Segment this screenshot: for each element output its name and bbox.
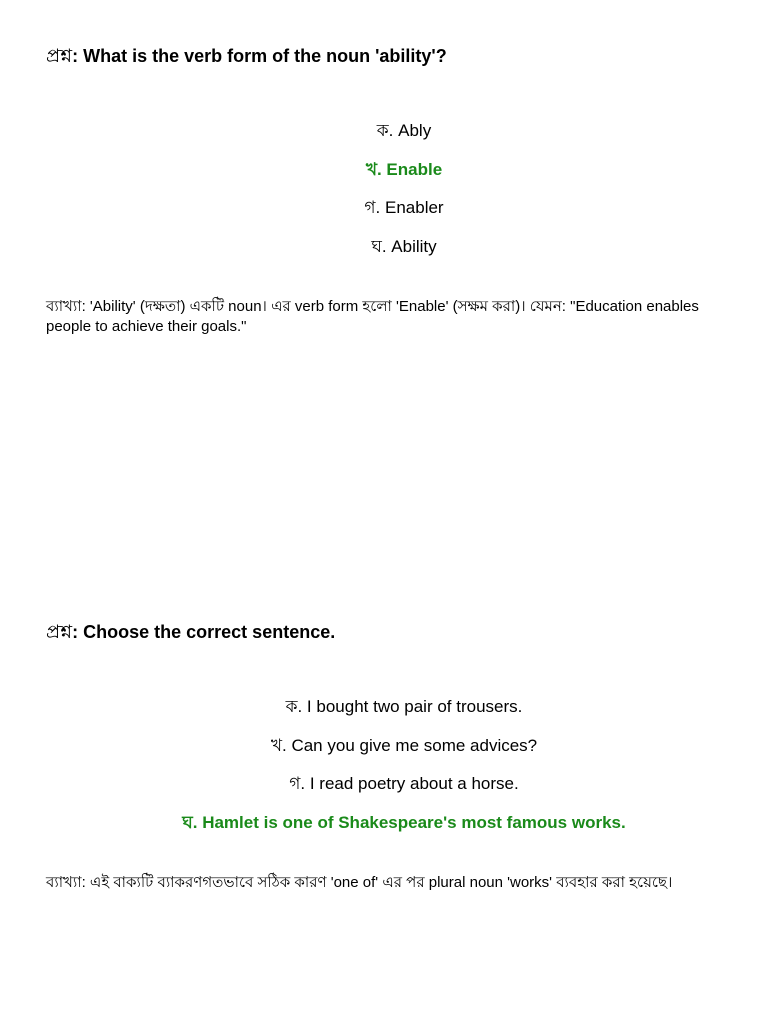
question-2-options xyxy=(0,692,768,846)
question-1-explanation: ব্যাখ্যা: 'Ability' (দক্ষতা) একটি noun। এর verb form হলো 'Enable' (সক্ষম করা)। যেমন: "Education enables people to achieve their goals." xyxy=(46,298,699,335)
question-1-prefix: প্রশ্ন xyxy=(46,45,73,67)
question-2-explanation: ব্যাখ্যা: এই বাক্যটি ব্যাকরণগতভাবে সঠিক কারণ 'one of' এর পর plural noun 'works' ব্যবহার করা হয়েছে। xyxy=(46,874,673,891)
question-2: প্রশ্ন: Choose the correct sentence. xyxy=(46,621,336,643)
option-2-d-correct[interactable]: ঘ. Hamlet is one of Shakespeare's most famous works. xyxy=(182,812,626,832)
option-1-c[interactable]: গ. Enabler xyxy=(364,198,444,217)
option-1-b-correct[interactable]: খ. Enable xyxy=(365,159,443,179)
question-1-options xyxy=(0,116,768,270)
question-2-text: Choose the correct sentence. xyxy=(83,622,336,642)
option-1-a[interactable]: ক. Ably xyxy=(376,121,432,140)
option-2-a[interactable]: ক. I bought two pair of trousers. xyxy=(285,697,523,716)
option-1-d[interactable]: ঘ. Ability xyxy=(371,236,437,256)
option-2-c[interactable]: গ. I read poetry about a horse. xyxy=(289,774,519,793)
question-1: প্রশ্ন: What is the verb form of the noun 'ability'? xyxy=(46,45,447,67)
question-2-prefix: প্রশ্ন xyxy=(46,621,73,643)
option-2-b[interactable]: খ. Can you give me some advices? xyxy=(270,735,538,755)
question-1-text: What is the verb form of the noun 'ability'? xyxy=(83,46,447,66)
